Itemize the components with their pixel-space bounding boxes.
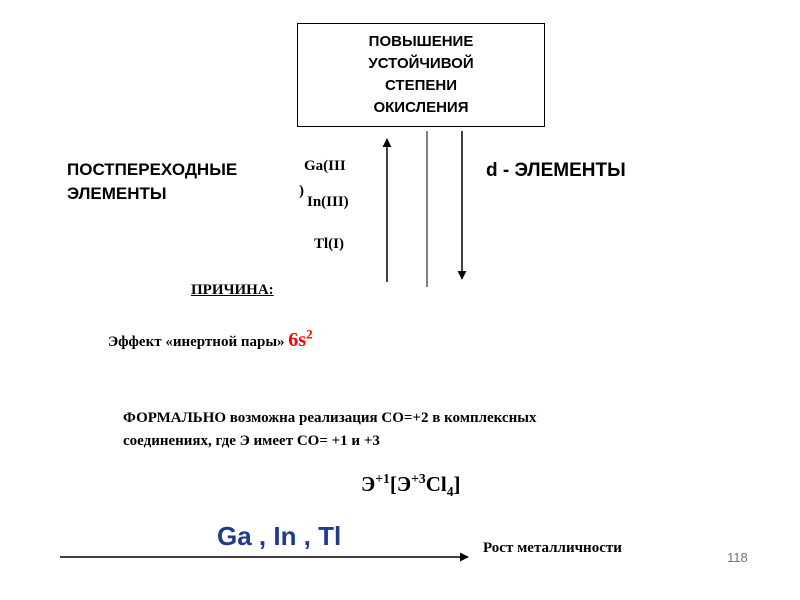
inert-pair-label: Эффект «инертной пары» [108, 334, 285, 350]
formal-line1: ФОРМАЛЬНО возможна реализация СО=+2 в комплексных [123, 410, 537, 426]
page-number: 118 [727, 550, 748, 565]
formula-sup1: +1 [375, 471, 390, 486]
formula-bracket-open: [ [389, 472, 397, 496]
ga-state-paren: ) [299, 183, 304, 199]
formal-text [123, 407, 536, 453]
in-state: In(III) [307, 194, 349, 210]
title-text: ПОВЫШЕНИЕ УСТОЙЧИВОЙ СТЕПЕНИ ОКИСЛЕНИЯ [368, 33, 474, 116]
post-transition-label-line2: ЭЛЕМЕНТЫ [67, 184, 167, 203]
orbital-sup: 2 [306, 326, 313, 342]
orbital-text: 6s [288, 329, 307, 351]
inert-pair-text [108, 326, 313, 352]
formula-sub: 4 [446, 484, 454, 500]
metallicity-label: Рост металличности [483, 540, 622, 556]
formula-sup2: +3 [411, 471, 426, 486]
complex-formula [361, 471, 461, 500]
tl-state: Tl(I) [314, 236, 344, 252]
formula-bracket-close: ] [453, 472, 461, 496]
d-elements-label: d - ЭЛЕМЕНТЫ [486, 160, 626, 181]
ga-state: Ga(III [304, 158, 346, 174]
formal-line2: соединениях, где Э имеет СО= +1 и +3 [123, 433, 380, 449]
elements-ga-in-tl: Ga , In , Tl [217, 521, 342, 551]
formula-e1: Э [361, 472, 376, 496]
formula-e2: Э [396, 472, 412, 496]
title-box [297, 23, 545, 127]
reason-heading: ПРИЧИНА: [191, 282, 274, 298]
formula-cl: Cl [425, 472, 447, 496]
post-transition-label [67, 158, 237, 206]
orbital-6s2 [288, 326, 313, 351]
post-transition-label-line1: ПОСТПЕРЕХОДНЫЕ [67, 160, 238, 179]
